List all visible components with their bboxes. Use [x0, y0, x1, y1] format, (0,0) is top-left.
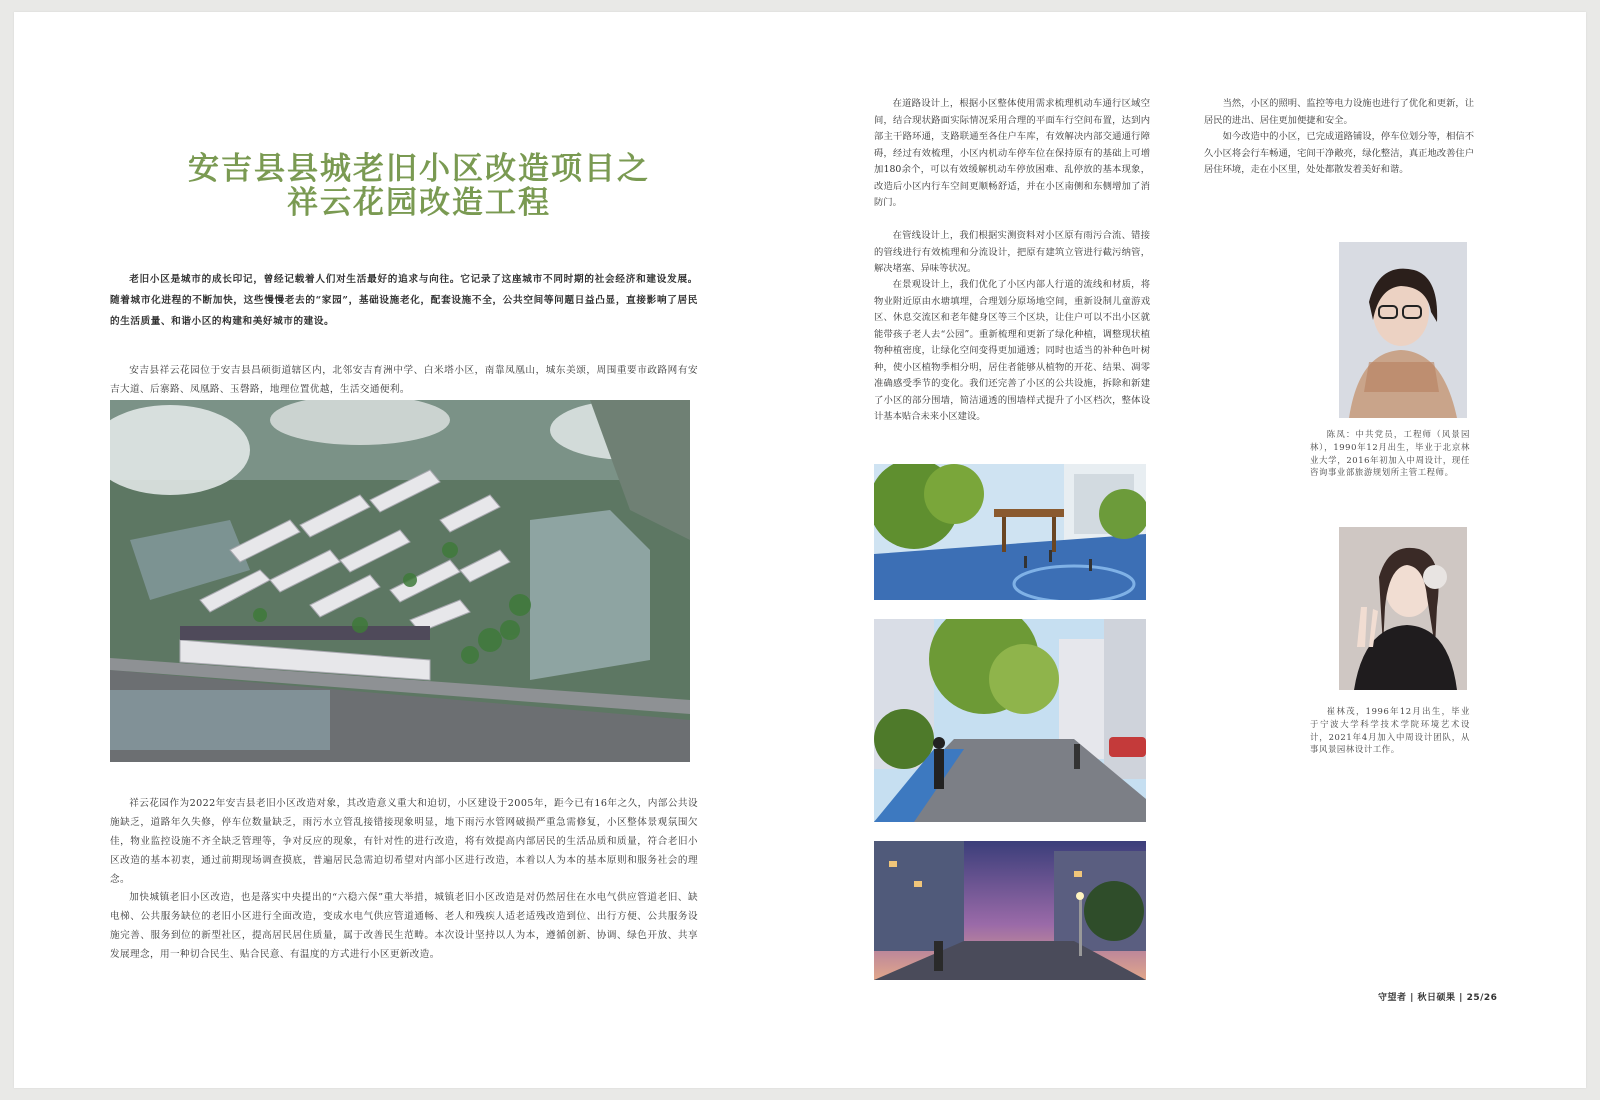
- aerial-rendering-image: [110, 400, 690, 762]
- landscape-design-paragraph: 在景观设计上，我们优化了小区内部人行道的流线和材质，将物业附近原由水塘填埋，合理划分原场地空间，重新设制儿童游戏区、休息交流区和老年健身区等三个区块，让住户可以不出小区就能带孩子老人去“公园”。重新梳理和更新了绿化种植，调整现状植物种植密度，让绿化空间变得更加通透；同时也适当的补种色叶树种，使小区植物季相分明，居住者能够从植物的开花、结果、凋零准确感受季节的变化。我们还完善了小区的公共设施，拆除和新建了小区的部分围墙，简洁通透的围墙样式提升了小区档次，整体设计基本贴合未来小区建设。: [874, 279, 1150, 422]
- road-design-paragraph: 在道路设计上，根据小区整体使用需求梳理机动车通行区域空间，结合现状路面实际情况采用合理的平面车行空间布置，达到内部主干路环通，支路联通至各住户车库，有效解决内部交通通行障碍，经过有效梳理，小区内机动车停车位在保持原有的基础上可增加180余个，可以有效缓解机动车停放困难、乱停放的基本现象，改造后小区内行车空间更顺畅舒适，并在小区南侧和东侧增加了消防门。: [874, 98, 1150, 208]
- title-line-2: 祥云花园改造工程: [287, 185, 551, 221]
- background-paragraph: 祥云花园作为2022年安吉县老旧小区改造对象，其改造意义重大和迫切，小区建设于2005年，距今已有16年之久，内部公共设施缺乏，道路年久失修，停车位数量缺乏，雨污水立管乱接错接现象明显，地下雨污水管网破损严重急需修复，小区整体景观氛围欠佳，物业监控设施不齐全缺乏管理等，争对反应的现象，有针对性的进行改造，将有效提高内部居民的生活品质和质量，符合老旧小区改造的基本初衷，通过前期现场调查摸底，普遍居民急需迫切希望对内部小区进行改造，本着以人为本的基本原则和服务社会的理念。: [110, 798, 698, 885]
- magazine-spread: [14, 12, 1586, 1088]
- author-portrait-1: [1339, 242, 1467, 418]
- closing-paragraph: 如今改造中的小区，已完成道路铺设，停车位划分等，相信不久小区将会行车畅通，宅间干净敞亮，绿化整洁，真正地改善住户居住环境，走在小区里，处处都散发着美好和谐。: [1204, 131, 1474, 175]
- lighting-paragraph: 当然，小区的照明、监控等电力设施也进行了优化和更新，让居民的进出、居住更加便捷和安全。: [1204, 98, 1474, 126]
- author-portrait-2: [1339, 527, 1467, 690]
- location-paragraph: 安吉县祥云花园位于安吉县昌硕街道辖区内，北邻安吉育洲中学、白米塔小区，南靠凤凰山，城东美颂，周围重要市政路网有安吉大道、后寨路、凤凰路、玉磬路，地理位置优越，生活交通便利。: [110, 365, 698, 395]
- title-line-1: 安吉县县城老旧小区改造项目之: [188, 151, 650, 187]
- intro-paragraph: 老旧小区是城市的成长印记，曾经记载着人们对生活最好的追求与向往。它记录了这座城市不同时期的社会经济和建设发展。随着城市化进程的不断加快，这些慢慢老去的“家园”，基础设施老化，配套设施不全，公共空间等问题日益凸显，直接影响了居民的生活质量、和谐小区的构建和美好城市的建设。: [110, 274, 698, 327]
- page-footer: 守望者 | 秋日硕果 | 25/26: [1378, 993, 1498, 1003]
- policy-paragraph: 加快城镇老旧小区改造，也是落实中央提出的“六稳六保”重大举措，城镇老旧小区改造是对仍然居住在水电气供应管道老旧、缺电梯、公共服务缺位的老旧小区进行全面改造，变成水电气供应管道通畅、老人和残疾人适老适残改造到位、出行方便、公共服务设施完善、服务到位的新型社区，提高居民居住质量，属于改善民生范畴。本次设计坚持以人为本，遵循创新、协调、绿色开放、共享发展理念，用一种切合民生、贴合民意、有温度的方式进行小区更新改造。: [110, 892, 698, 960]
- night-rendering-image: [874, 841, 1146, 980]
- article-title: [134, 152, 704, 220]
- playground-rendering-image: [874, 464, 1146, 600]
- author-bio-1: 陈凤：中共党员，工程师（风景园林），1990年12月出生，毕业于北京林业大学，2016年初加入中周设计，现任咨询事业部旅游规划所主管工程师。: [1310, 429, 1470, 478]
- pipeline-design-paragraph: 在管线设计上，我们根据实测资料对小区原有雨污合流、错接的管线进行有效梳理和分流设计，把原有建筑立管进行截污纳管，解决堵塞、异味等状况。: [874, 230, 1150, 274]
- street-rendering-image: [874, 619, 1146, 822]
- author-bio-2: 崔林茂，1996年12月出生，毕业于宁波大学科学技术学院环境艺术设计，2021年4月加入中周设计团队，从事风景园林设计工作。: [1310, 706, 1470, 755]
